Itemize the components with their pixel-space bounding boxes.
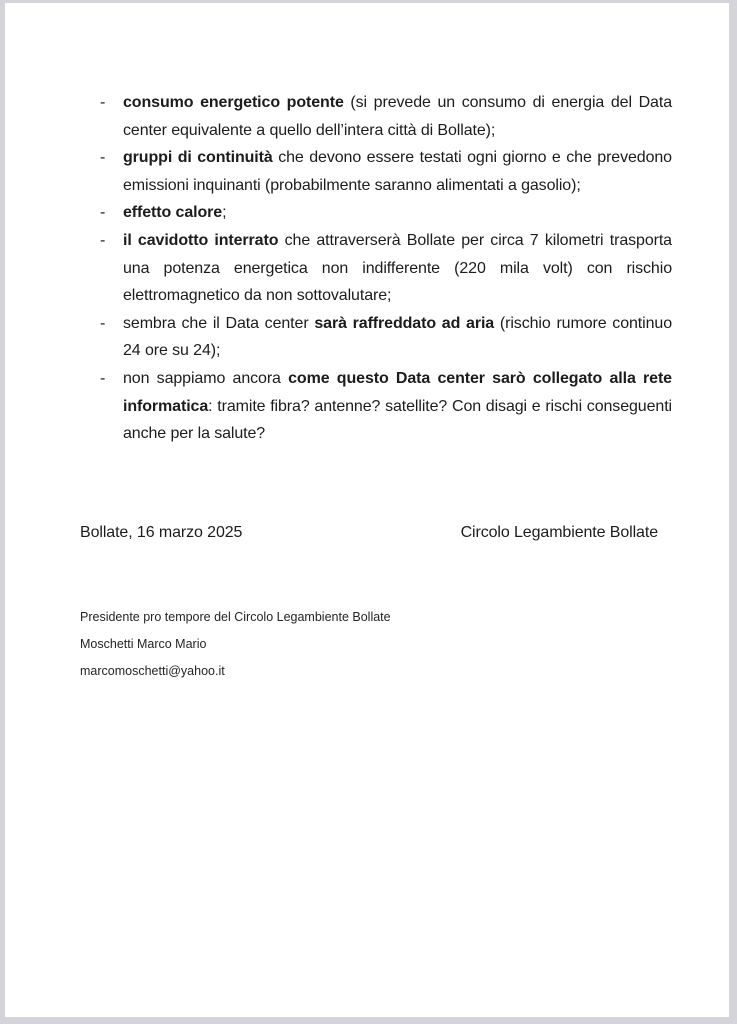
bullet-item bbox=[100, 365, 672, 448]
bullet-item bbox=[100, 310, 672, 365]
place-date-text: Bollate, 16 marzo 2025 bbox=[80, 524, 243, 541]
organization-text: Circolo Legambiente Bollate bbox=[460, 524, 658, 541]
bullet-item bbox=[100, 89, 672, 144]
signature-line: Presidente pro tempore del Circolo Legambiente Bollate bbox=[80, 610, 391, 624]
signature-line: marcomoschetti@yahoo.it bbox=[80, 664, 225, 679]
bullet-marker: - bbox=[100, 94, 106, 111]
bullet-marker: - bbox=[100, 149, 106, 167]
bullet-marker: - bbox=[100, 314, 106, 332]
bullet-text: effetto calore; bbox=[123, 204, 227, 222]
bullet-text: sembra che il Data center sarà raffreddato ad aria (rischio rumore continuo 24 ore su 24); bbox=[123, 314, 672, 360]
bullet-text: non sappiamo ancora come questo Data center sarò collegato alla rete informatica: tramite fibra? antenne? satellite? Con disagi e rischi conseguenti anche per la salute? bbox=[123, 369, 672, 443]
signature-line: Moschetti Marco Mario bbox=[80, 637, 207, 652]
document-page bbox=[5, 3, 729, 1017]
bullet-marker: - bbox=[100, 231, 106, 249]
bullet-list bbox=[100, 89, 672, 448]
bullet-text: consumo energetico potente (si prevede un consumo di energia del Data center equivalente a quello dell’intera città di Bollate); bbox=[123, 94, 672, 139]
bullet-text: il cavidotto interrato che attraverserà Bollate per circa 7 kilometri trasporta una potenza energetica non indifferente (220 mila volt) con rischio elettromagnetico da non sottovalutare; bbox=[123, 231, 672, 305]
bullet-marker: - bbox=[100, 204, 106, 222]
bullet-item bbox=[100, 227, 672, 310]
bullet-item bbox=[100, 144, 672, 199]
bullet-item bbox=[100, 199, 672, 227]
dateline bbox=[80, 519, 658, 546]
bullet-marker: - bbox=[100, 369, 106, 387]
signature-block bbox=[80, 604, 391, 686]
bullet-text: gruppi di continuità che devono essere testati ogni giorno e che prevedono emissioni inquinanti (probabilmente saranno alimentati a gasolio); bbox=[123, 149, 672, 194]
